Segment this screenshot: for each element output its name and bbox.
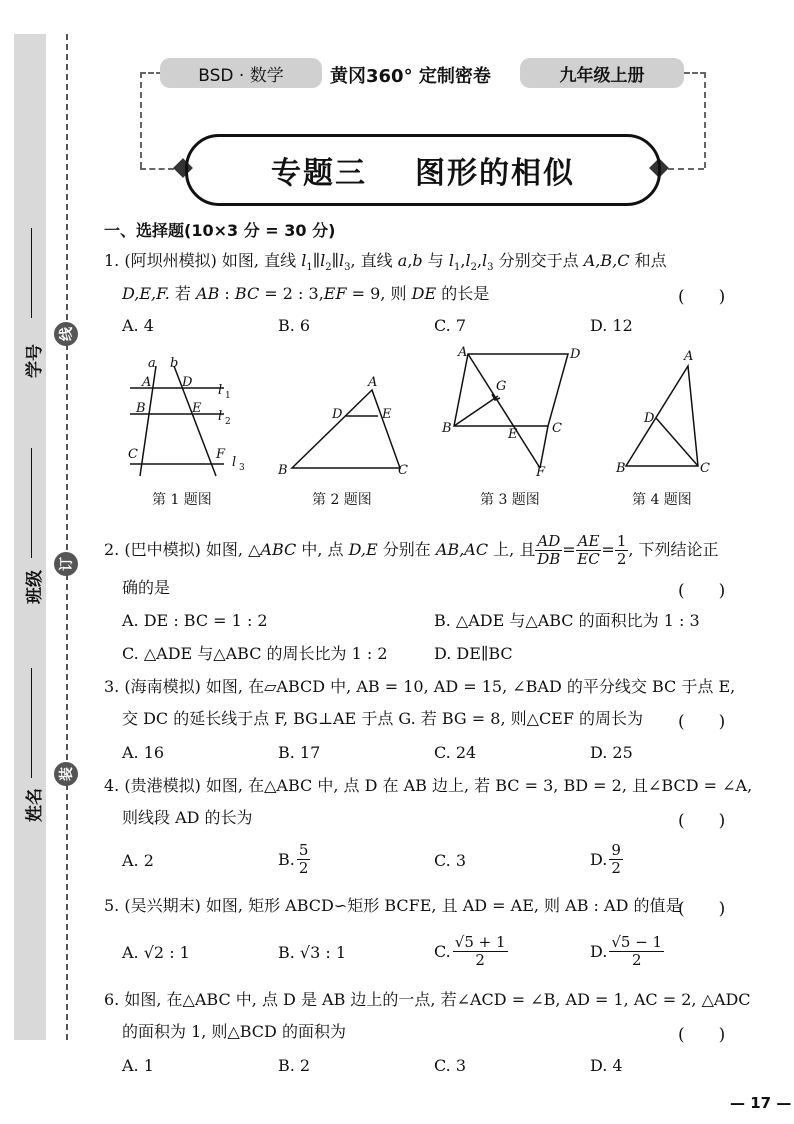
q2-option-d[interactable]: D. DE∥BC <box>434 644 513 663</box>
q5-option-a[interactable]: A. √2 : 1 <box>122 943 190 962</box>
circle-mark-xian: 线 <box>54 322 78 346</box>
circle-mark-ding: 订 <box>54 552 78 576</box>
f2-label: D <box>332 407 343 422</box>
q5-option-b[interactable]: B. √3 : 1 <box>278 943 347 962</box>
subject-pill: BSD · 数学 <box>160 58 322 88</box>
q6-option-d[interactable]: D. 4 <box>590 1056 623 1075</box>
q1-option-a[interactable]: A. 4 <box>122 316 154 335</box>
class-label: 班级 <box>25 570 45 604</box>
f2-label: E <box>382 407 392 422</box>
student-id-label: 学号 <box>25 344 45 378</box>
f1-label: 2 <box>225 417 231 427</box>
header-dash-left-b <box>140 168 174 170</box>
f1-label: A <box>142 375 152 390</box>
name-blank[interactable] <box>31 668 32 778</box>
q6-option-a[interactable]: A. 1 <box>122 1056 154 1075</box>
page-number: — 17 — <box>730 1094 792 1112</box>
f3-label: G <box>496 379 507 394</box>
header-dash-left-v <box>140 72 142 168</box>
q2-option-a[interactable]: A. DE : BC = 1 : 2 <box>122 611 268 630</box>
q2-line2: 确的是 <box>122 578 171 597</box>
q3-option-d[interactable]: D. 25 <box>590 743 633 762</box>
q1-answer-blank[interactable]: ( ) <box>678 287 726 307</box>
figure-1 <box>120 352 250 482</box>
figure-3 <box>438 344 581 480</box>
q6-option-c[interactable]: C. 3 <box>434 1056 467 1075</box>
q6-line1: 6. 如图, 在△ABC 中, 点 D 是 AB 边上的一点, 若∠ACD = ∠B, AD = 1, AC = 2, △ADC <box>104 990 751 1009</box>
f1-label: l <box>218 383 223 398</box>
figure-4-caption: 第 4 题图 <box>632 492 692 508</box>
f1-label: B <box>136 401 146 416</box>
f4-label: B <box>616 461 626 476</box>
figure-3-caption: 第 3 题图 <box>480 492 540 508</box>
f1-label: a <box>148 356 156 371</box>
f2-label: A <box>368 375 378 390</box>
f1-label: 1 <box>225 391 231 401</box>
f4-label: A <box>684 349 694 364</box>
f1-label: D <box>182 375 193 390</box>
f1-label: b <box>170 356 179 371</box>
topic-name: 图形的相似 <box>415 156 575 191</box>
q5-option-d[interactable]: D. $\frac{√5 - 1}{2}$ <box>590 933 663 969</box>
q4-option-b[interactable]: B. $\frac{5}{2}$ <box>278 841 309 877</box>
f1-label: C <box>128 447 138 462</box>
q3-option-c[interactable]: C. 24 <box>434 743 477 762</box>
q6-answer-blank[interactable]: ( ) <box>678 1025 726 1045</box>
f1-label: l <box>232 455 237 470</box>
q4-line1: 4. (贵港模拟) 如图, 在△ABC 中, 点 D 在 AB 边上, 若 BC = 3, BD = 2, 且∠BCD = ∠A, <box>104 776 753 795</box>
q3-answer-blank[interactable]: ( ) <box>678 712 726 732</box>
figure-2 <box>276 370 416 480</box>
topic-title <box>185 134 661 206</box>
q1-option-c[interactable]: C. 7 <box>434 316 467 335</box>
binding-dashed-line <box>66 34 68 1040</box>
q5-line1: 5. (吴兴期末) 如图, 矩形 ABCD∽矩形 BCFE, 且 AD = AE, 则 AB : AD 的值是 <box>104 896 682 915</box>
student-id-blank[interactable] <box>31 228 32 318</box>
header-dash-right <box>684 72 706 74</box>
topic-number: 专题三 <box>271 156 367 191</box>
q5-option-c[interactable]: C. $\frac{√5 + 1}{2}$ <box>434 933 506 969</box>
circle-mark-zhuang: 装 <box>54 762 78 786</box>
q1-option-d[interactable]: D. 12 <box>590 316 633 335</box>
f4-label: C <box>700 461 710 476</box>
f3-label: D <box>570 347 581 362</box>
f1-label: E <box>192 401 202 416</box>
f1-label: F <box>216 447 226 462</box>
f1-label: 3 <box>239 463 245 473</box>
q6-option-b[interactable]: B. 2 <box>278 1056 311 1075</box>
f2-label: C <box>398 463 408 478</box>
figure-1-caption: 第 1 题图 <box>152 492 212 508</box>
q3-line2: 交 DC 的延长线于点 F, BG⊥AE 于点 G. 若 BG = 8, 则△CEF 的周长为 <box>122 709 644 728</box>
q4-line2: 则线段 AD 的长为 <box>122 808 253 827</box>
f3-label: C <box>552 421 562 436</box>
f1-label: l <box>218 409 223 424</box>
q5-answer-blank[interactable]: ( ) <box>678 899 726 919</box>
q2-line1: 2. (巴中模拟) 如图, △ ABC 中, 点 D,E 分别在 AB,AC 上, 且 $\frac{AD}{DB}$ = $\frac{AE}{EC}$ = $\frac{1}{2}$ , 下列结论正 <box>104 531 719 568</box>
class-blank[interactable] <box>31 448 32 558</box>
f3-label: A <box>458 345 468 360</box>
figure-4 <box>614 346 724 480</box>
grade-pill: 九年级上册 <box>520 58 684 88</box>
q1-line1: 1. (阿坝州模拟) 如图, 直线 $l_1\parallel l_2\parallel l_3$, 直线 a,b 与 $l_1,l_2,l_3$ 分别交于点 A,B,C 和点 <box>104 251 667 274</box>
series-title: 黄冈360° 定制密卷 <box>330 66 491 87</box>
binding-strip <box>14 34 46 1040</box>
q4-option-a[interactable]: A. 2 <box>122 851 154 870</box>
q2-option-b[interactable]: B. △ADE 与△ABC 的面积比为 1 : 3 <box>434 611 700 630</box>
header-dash-right-b <box>668 168 704 170</box>
header-dash-left <box>140 72 162 74</box>
q6-line2: 的面积为 1, 则△BCD 的面积为 <box>122 1022 346 1041</box>
q3-line1: 3. (海南模拟) 如图, 在▱ABCD 中, AB = 10, AD = 15, ∠BAD 的平分线交 BC 于点 E, <box>104 677 736 696</box>
f3-label: E <box>508 427 518 442</box>
section-heading: 一、选择题(10×3 分 = 30 分) <box>104 221 336 240</box>
q3-option-a[interactable]: A. 16 <box>122 743 165 762</box>
name-label: 姓名 <box>25 788 45 822</box>
q1-line2: D,E,F. 若 AB : BC = 2 : 3,EF = 9, 则 DE 的长是 <box>122 284 490 303</box>
q2-option-c[interactable]: C. △ADE 与△ABC 的周长比为 1 : 2 <box>122 644 388 663</box>
q4-option-d[interactable]: D. $\frac{9}{2}$ <box>590 841 621 877</box>
q4-option-c[interactable]: C. 3 <box>434 851 467 870</box>
f4-label: D <box>644 411 655 426</box>
f3-label: B <box>442 421 452 436</box>
header-dash-right-v <box>704 72 706 168</box>
q1-option-b[interactable]: B. 6 <box>278 316 311 335</box>
figure-2-caption: 第 2 题图 <box>312 492 372 508</box>
q2-answer-blank[interactable]: ( ) <box>678 581 726 601</box>
q3-option-b[interactable]: B. 17 <box>278 743 321 762</box>
f3-label: F <box>536 465 546 480</box>
f2-label: B <box>278 463 288 478</box>
q4-answer-blank[interactable]: ( ) <box>678 811 726 831</box>
